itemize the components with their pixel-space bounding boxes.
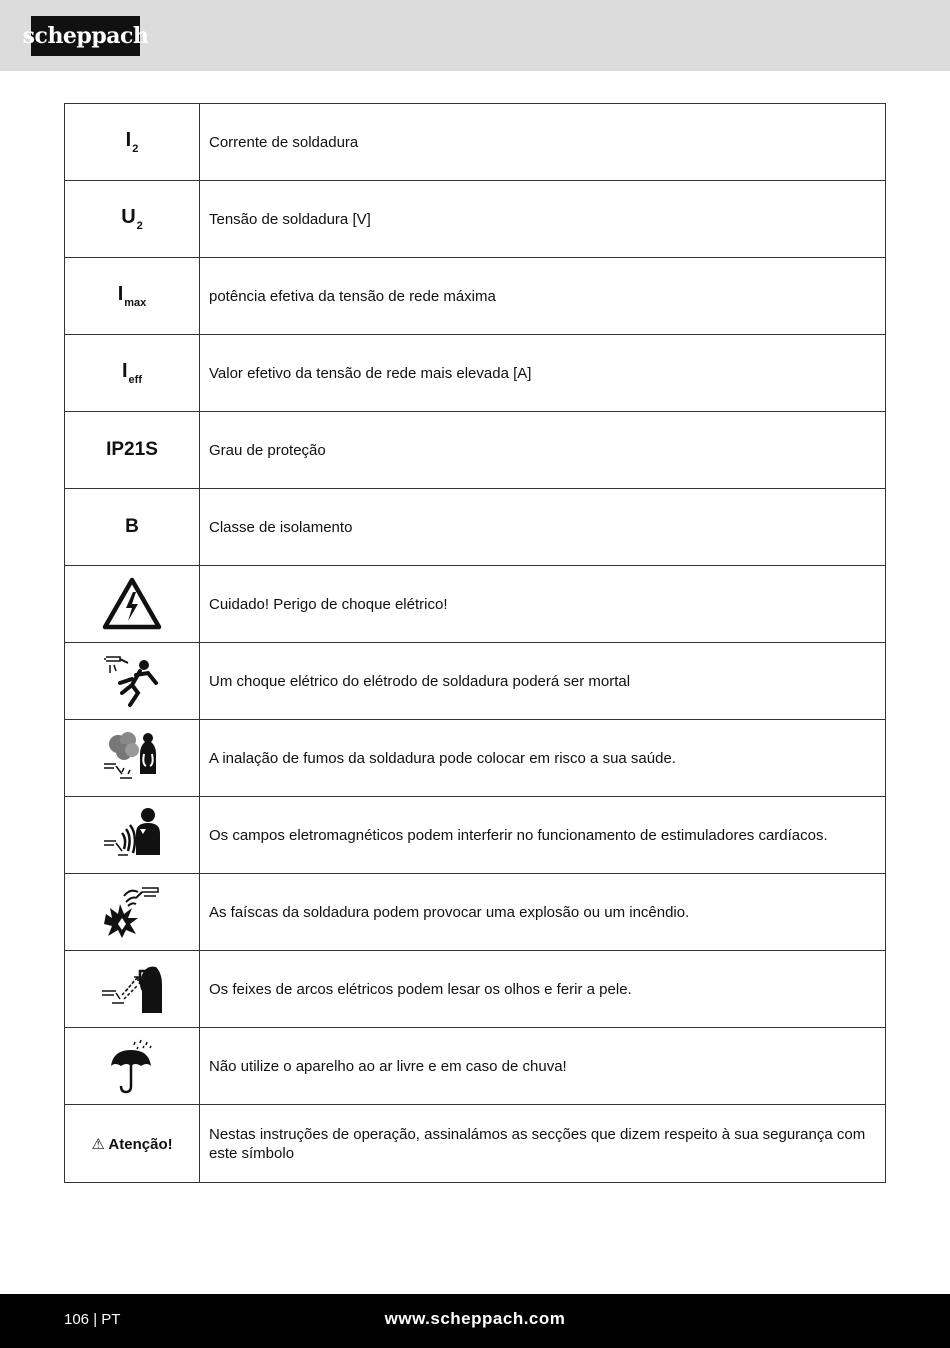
table-row	[65, 643, 885, 720]
rain-umbrella-icon	[107, 1038, 157, 1094]
symbol-i2: $I_2$	[125, 128, 139, 155]
description-cell: Tensão de soldadura [V]	[209, 210, 371, 228]
table-row	[65, 1028, 885, 1105]
symbol-ieff: $I_{eff}$	[121, 359, 142, 386]
electromagnetic-field-icon	[102, 807, 162, 863]
symbol-class-b: B	[125, 516, 139, 537]
table-row	[65, 181, 885, 258]
sparks-explosion-icon	[102, 884, 162, 940]
symbol-cell	[65, 797, 200, 873]
symbol-imax: $I_{max}$	[117, 282, 147, 309]
description-cell: Grau de proteção	[209, 441, 326, 459]
symbol-cell	[65, 951, 200, 1027]
website-link[interactable]: www.scheppach.com	[384, 1309, 566, 1328]
description-cell: potência efetiva da tensão de rede máxima	[209, 287, 496, 305]
symbol-cell	[65, 720, 200, 796]
table-row	[65, 566, 885, 643]
description-cell: A inalação de fumos da soldadura pode colocar em risco a sua saúde.	[209, 749, 676, 767]
arc-rays-icon	[100, 961, 164, 1017]
table-row	[65, 104, 885, 181]
description-cell: Os campos eletromagnéticos podem interferir no funcionamento de estimuladores cardíacos.	[209, 826, 828, 844]
table-row	[65, 874, 885, 951]
symbol-cell	[65, 335, 200, 411]
welding-fumes-icon	[102, 730, 162, 786]
description-cell: As faíscas da soldadura podem provocar uma explosão ou um incêndio.	[209, 903, 690, 921]
table-row	[65, 335, 885, 412]
page-number: 106 | PT	[64, 1311, 121, 1328]
symbol-cell	[65, 258, 200, 334]
symbol-cell	[65, 566, 200, 642]
description-cell: Os feixes de arcos elétricos podem lesar os olhos e ferir a pele.	[209, 980, 632, 998]
description-cell: Não utilize o aparelho ao ar livre e em caso de chuva!	[209, 1057, 567, 1075]
page-header	[0, 0, 950, 71]
description-cell: Um choque elétrico do elétrodo de soldadura poderá ser mortal	[209, 672, 631, 690]
table-row	[65, 412, 885, 489]
symbol-u2: $U_2$	[121, 205, 143, 232]
description-cell: Classe de isolamento	[209, 518, 353, 536]
scheppach-logo: scheppach	[31, 16, 140, 56]
description-cell: Cuidado! Perigo de choque elétrico!	[209, 595, 448, 613]
table-row	[65, 951, 885, 1028]
symbol-cell	[65, 1028, 200, 1104]
symbol-cell	[65, 181, 200, 257]
table-row	[65, 1105, 885, 1183]
symbol-cell	[65, 1105, 200, 1182]
symbol-cell	[65, 643, 200, 719]
symbol-cell	[65, 104, 200, 180]
electric-shock-warning-icon	[102, 577, 162, 631]
page-footer	[0, 1294, 950, 1348]
table-row	[65, 797, 885, 874]
electrode-shock-icon	[102, 653, 162, 709]
symbol-ip21s: IP21S	[106, 439, 158, 460]
symbol-cell	[65, 489, 200, 565]
symbol-cell	[65, 412, 200, 488]
table-row	[65, 720, 885, 797]
symbols-table	[64, 103, 886, 1183]
symbol-cell	[65, 874, 200, 950]
description-cell: Valor efetivo da tensão de rede mais elevada [A]	[209, 364, 532, 382]
description-cell: Nestas instruções de operação, assinalámos as secções que dizem respeito à sua segurança com este símbolo	[209, 1125, 866, 1162]
table-row	[65, 258, 885, 335]
attention-label: ⚠ Atenção!	[91, 1135, 173, 1153]
table-row	[65, 489, 885, 566]
description-cell: Corrente de soldadura	[209, 133, 359, 151]
